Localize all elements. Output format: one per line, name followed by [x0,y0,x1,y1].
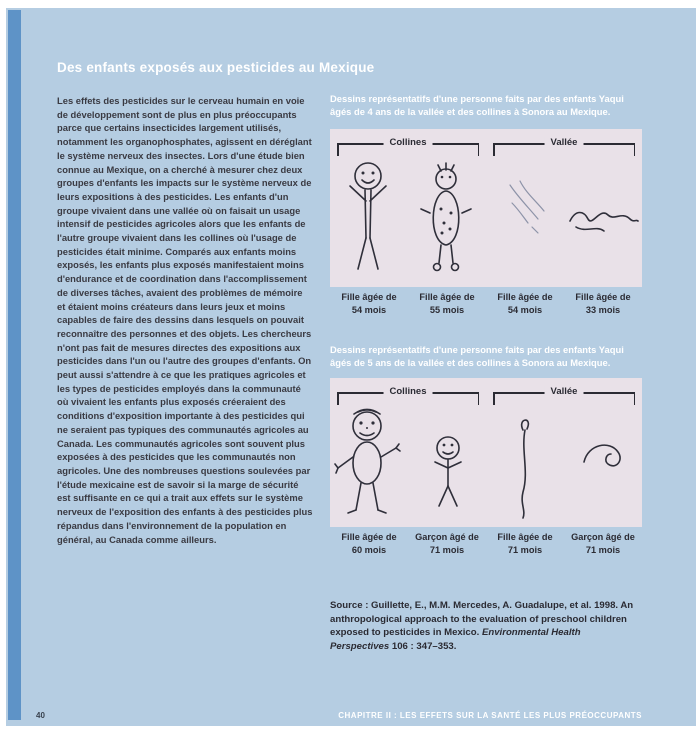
drawing-cell [408,404,486,527]
drawing-cell [330,404,408,527]
source-journal-title: Environmental Health Perspectives [330,627,581,652]
child-drawing-detailed-person [334,406,404,524]
drawing-label: Fille âgée de 71 mois [497,532,553,555]
figure-2-caption: Dessins représentatifs d'une personne faits par des enfants Yaqui âgés de 5 ans de la vallée et des collines à Sonora au Mexique. [330,344,624,368]
column-header-vallee [493,137,635,155]
child-drawing-small-person [412,420,482,524]
child-drawing-vertical-line-loop [490,406,560,524]
source-text: Source : Guillette, E., M.M. Mercedes, A. Guadalupe, et al. 1998. An anthropological approach to the evaluation of preschool children exposed to pesticides in Mexico. [330,600,634,639]
drawing-label: Fille âgée de 33 mois [575,292,631,315]
drawing-label: Garçon âgé de 71 mois [415,532,479,555]
column-header-collines [337,386,479,404]
drawing-cell [564,404,642,527]
drawing-label: Fille âgée de 60 mois [341,532,397,555]
left-accent-strip [8,10,21,720]
drawing-cell [408,155,486,287]
child-drawing-horizontal-squiggle [566,189,640,249]
drawing-label: Fille âgée de 54 mois [497,292,553,315]
figure-2-column-headers [330,386,642,404]
footer-chapter-title: CHAPITRE II : LES EFFETS SUR LA SANTÉ LES PLUS PRÉOCCUPANTS [338,711,642,720]
drawing-label: Garçon âgé de 71 mois [571,532,635,555]
column-header-collines [337,137,479,155]
figure-1-labels [330,291,642,316]
child-drawing-round-body-figure [416,161,478,279]
figure-1-panel [330,129,642,287]
page-number: 40 [36,711,45,720]
drawing-cell [486,404,564,527]
article-body-text: Les effets des pesticides sur le cerveau humain en voie de développement sont de plus en plus préoccupants parce que certains insecticides largement utilisés, notamment les organophosphates, agissent en déréglant le système nerveux des insectes. Lors d'une étude bien connue au Mexique, on a cherché à mesurer chez deux groupes d'enfants les impacts sur le système nerveux de leurs expositions à des pesticides. Les enfants d'un groupe vivaient dans une vallée où on faisait un usage intensif de pesticides agricoles alors que les enfants de l'autre groupe vivaient dans les collines où l'usage de pesticides était minime. Comparés aux enfants moins exposés, les enfants plus exposés manifestaient moins d'endurance et de coordination dans l'accomplissement de diverses tâches, avaient des problèmes de mémoire et étaient moins créateurs dans leurs jeux et moins capables de faire des dessins dans lesquels on pouvait reconnaître des personnes et des objets. Les chercheurs n'ont pas fait de mesures directes des expositions aux pesticides dans l'un ou l'autre des groupes d'enfants. On peut aussi s'attendre à ce que les pratiques agricoles et les types de pesticides employés dans la communauté où vivaient les enfants plus exposés créeraient des conditions d'exposition importante à des pesticides qui ne seraient pas typiques des communautés agricoles au Canada. Les communautés agricoles sont souvent plus exposées à des pesticides que les communautés non agricoles. Une des nombreuses questions soulevées par l'étude mexicaine est de savoir si la marge de sécurité est suffisante en ce qui a trait aux effets sur le système nerveux de l'exposition des enfants à des pesticides plus répandus dans l'environnement de la population en général, au Canada comme ailleurs. [57,95,313,545]
drawing-cell [564,155,642,287]
child-drawing-small-squiggle [568,418,638,488]
child-drawing-faint-scribble [494,167,556,257]
child-drawing-smiling-stick-figure [338,159,400,281]
column-header-label: Vallée [545,386,584,397]
source-pages: 106 : 347–353. [389,640,457,652]
figure-1-caption: Dessins représentatifs d'une personne faits par des enfants Yaqui âgés de 4 ans de la vallée et des collines à Sonora au Mexique. [330,93,624,117]
column-header-label: Vallée [545,137,584,148]
source-citation [330,599,638,653]
column-header-vallee [493,386,635,404]
figure-2-panel [330,378,642,527]
figure-1-column-headers [330,137,642,155]
drawing-label: Fille âgée de 54 mois [341,292,397,315]
drawing-cell [486,155,564,287]
drawing-label: Fille âgée de 55 mois [419,292,475,315]
figure-2-drawings [330,404,642,527]
page-title: Des enfants exposés aux pesticides au Mexique [57,60,375,75]
figure-1-drawings [330,155,642,287]
column-header-label: Collines [384,137,433,148]
figure-2-labels [330,531,642,556]
column-header-label: Collines [384,386,433,397]
drawing-cell [330,155,408,287]
